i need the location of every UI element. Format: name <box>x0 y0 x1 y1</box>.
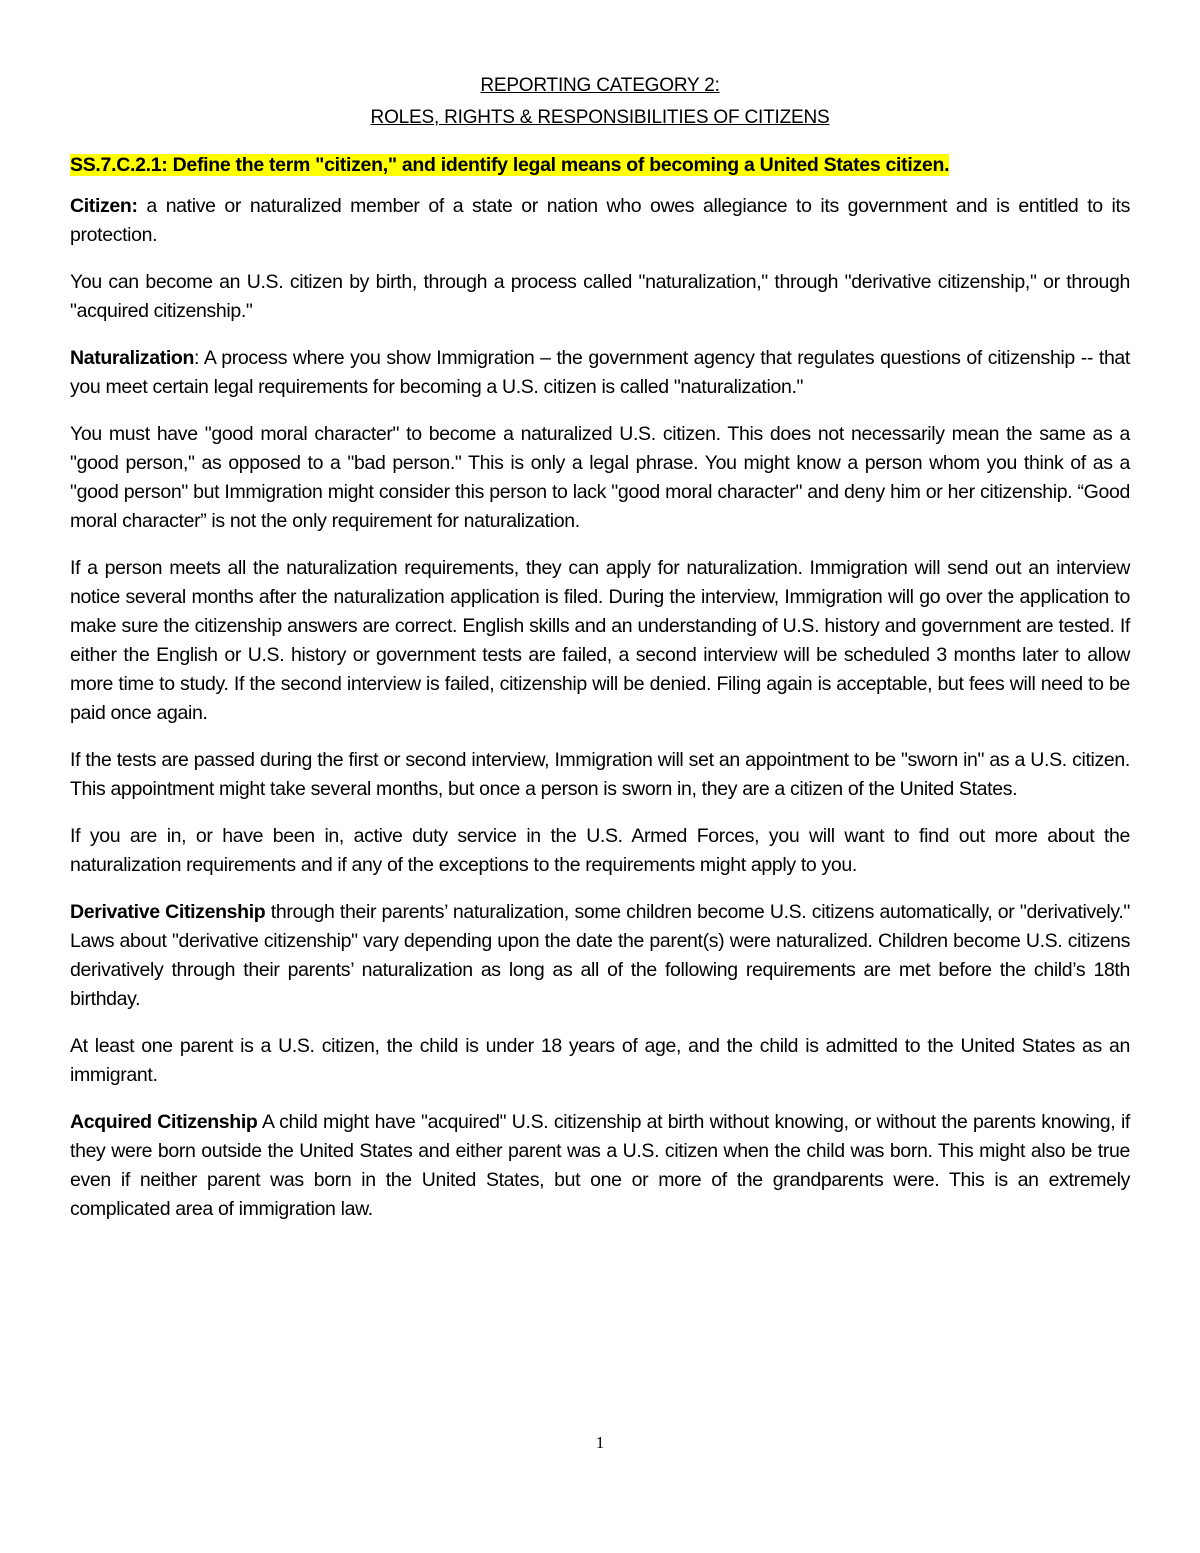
page-number: 1 <box>595 1433 605 1452</box>
armed-forces-paragraph: If you are in, or have been in, active duty service in the U.S. Armed Forces, you will want to find out more about the naturalization requirements and if any of the exceptions to the requirements might apply to you. <box>70 825 1130 876</box>
category-heading: REPORTING CATEGORY 2: <box>480 75 720 96</box>
category-subheading: ROLES, RIGHTS & RESPONSIBILITIES OF CITIZENS <box>370 107 830 128</box>
derivative-citizenship-paragraph <box>70 898 1130 1014</box>
sworn-in-paragraph: If the tests are passed during the first or second interview, Immigration will set an appointment to be "sworn in" as a U.S. citizen. This appointment might take several months, but once a person is sworn in, they are a citizen of the United States. <box>70 749 1130 800</box>
naturalization-definition <box>70 344 1130 402</box>
derivative-term: Derivative Citizenship <box>70 901 266 923</box>
highlighted-standard: SS.7.C.2.1: Define the term "citizen," and identify legal means of becoming a United States citizen. <box>70 154 950 176</box>
document-page <box>70 70 1130 1242</box>
naturalization-term: Naturalization <box>70 347 195 369</box>
become-citizen-paragraph: You can become an U.S. citizen by birth, through a process called "naturalization," through "derivative citizenship," or through "acquired citizenship." <box>70 271 1130 322</box>
citizen-text: a native or naturalized member of a state or nation who owes allegiance to its government and is entitled to its protection. <box>70 195 1130 246</box>
requirements-paragraph: At least one parent is a U.S. citizen, the child is under 18 years of age, and the child is admitted to the United States as an immigrant. <box>70 1035 1130 1086</box>
acquired-text: A child might have "acquired" U.S. citizenship at birth without knowing, or without the parents knowing, if they were born outside the United States and either parent was a U.S. citizen when the child was born. This might also be true even if neither parent was born in the United States, but one or more of the grandparents were. This is an extremely complicated area of immigration law. <box>70 1111 1130 1220</box>
acquired-term: Acquired Citizenship <box>70 1111 258 1133</box>
citizen-definition <box>70 192 1130 250</box>
moral-character-paragraph: You must have "good moral character" to become a naturalized U.S. citizen. This does not necessarily mean the same as a "good person," as opposed to a "bad person." This is only a legal phrase. You might know a person whom you think of as a "good person" but Immigration might consider this person to lack "good moral character" and deny him or her citizenship. “Good moral character” is not the only requirement for naturalization. <box>70 423 1130 532</box>
citizen-term: Citizen: <box>70 195 138 217</box>
acquired-citizenship-paragraph <box>70 1108 1130 1224</box>
derivative-text: through their parents’ naturalization, some children become U.S. citizens automatically, or "derivatively." Laws about "derivative citizenship" vary depending upon the date the parent(s) were naturalized. Children become U.S. citizens derivatively through their parents’ naturalization as long as all of the following requirements are met before the child’s 18th birthday. <box>70 901 1130 1010</box>
naturalization-text: : A process where you show Immigration – the government agency that regulates questions of citizenship -- that you meet certain legal requirements for becoming a U.S. citizen is called "naturalization." <box>70 347 1130 398</box>
standard-statement <box>70 152 1130 178</box>
naturalization-process-paragraph: If a person meets all the naturalization requirements, they can apply for naturalization. Immigration will send out an interview notice several months after the naturalization application is filed. During the interview, Immigration will go over the application to make sure the citizenship answers are correct. English skills and an understanding of U.S. history and government are tested. If either the English or U.S. history or government tests are failed, a second interview will be scheduled 3 months later to allow more time to study. If the second interview is failed, citizenship will be denied. Filing again is acceptable, but fees will need to be paid once again. <box>70 557 1130 724</box>
